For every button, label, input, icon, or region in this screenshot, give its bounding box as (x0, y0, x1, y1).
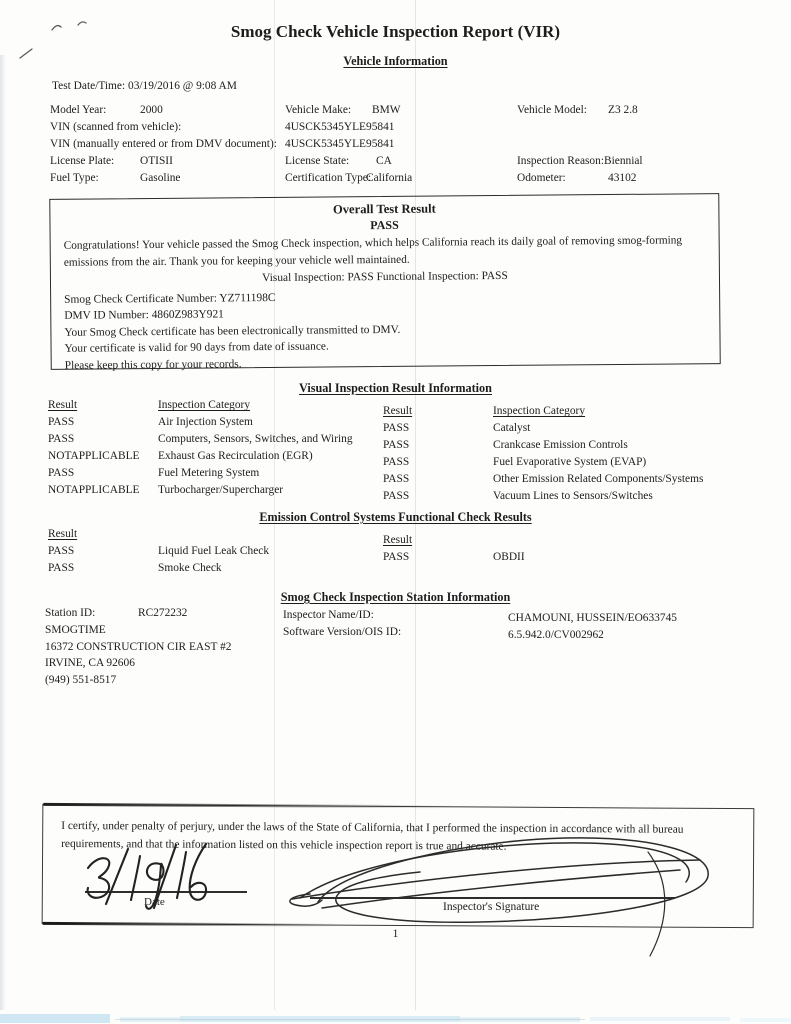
result-column-header: Result (383, 405, 413, 417)
category-cell: Fuel Metering System (158, 467, 260, 479)
certification-statement: I certify, under penalty of perjury, under the laws of the State of California, that I performed the inspection in accordance with all bureau requirements, and that the information listed on this vehicle inspection report is true and accurate. (61, 819, 684, 853)
field-value: 43102 (608, 172, 637, 184)
category-cell: Other Emission Related Components/Systems (493, 473, 704, 485)
section-heading-text: Visual Inspection Result Information (299, 381, 492, 395)
result-column-header: Result (48, 399, 78, 411)
result-cell: PASS (48, 562, 75, 574)
station-id-label: Station ID: (45, 607, 96, 619)
scan-artifact-strip (115, 1019, 585, 1020)
field-label: Inspection Reason: (517, 155, 604, 167)
result-cell: PASS (48, 545, 75, 557)
table-row (383, 454, 703, 471)
category-column-header: Inspection Category (493, 405, 586, 417)
signature-label: Inspector's Signature (443, 901, 540, 913)
table-row (48, 482, 353, 499)
visual-inspection-table-left (48, 397, 353, 499)
functional-table-right (383, 532, 525, 566)
page-title: Smog Check Vehicle Inspection Report (VIR) (230, 22, 561, 41)
section-heading-functional-check (0, 508, 791, 526)
table-row (48, 465, 353, 482)
keep-copy-note: Please keep this copy for your records. (64, 357, 242, 372)
inspector-signature-scribble (250, 825, 770, 965)
certificate-number: Smog Check Certificate Number: YZ711198C (64, 291, 276, 306)
table-row (48, 448, 353, 465)
field-value: California (366, 172, 413, 184)
field-label: License Plate: (50, 155, 115, 167)
test-datetime-value: 03/19/2016 @ 9:08 AM (128, 80, 237, 92)
overall-result-value: PASS (370, 217, 399, 233)
table-row (48, 414, 353, 431)
field-value: CA (376, 155, 392, 167)
table-header-row (48, 526, 269, 543)
station-address-line2: IRVINE, CA 92606 (45, 657, 135, 670)
software-version-value: 6.5.942.0/CV002962 (508, 629, 604, 641)
category-cell: OBDII (493, 551, 525, 563)
result-cell: PASS (48, 416, 75, 428)
scan-artifact-strip (740, 1018, 791, 1022)
field-value: 4USCK5345YLE95841 (285, 121, 395, 133)
result-cell: NOTAPPLICABLE (48, 450, 140, 462)
scan-border-smudge (43, 803, 455, 809)
inspector-labels-block (283, 607, 401, 641)
inspector-values-block (508, 610, 677, 644)
scan-artifact-strip (590, 1017, 730, 1021)
field-label: Certification Type: (285, 172, 371, 184)
station-name: SMOGTIME (45, 623, 106, 636)
category-cell: Fuel Evaporative System (EVAP) (493, 456, 647, 468)
table-row (383, 488, 703, 505)
result-cell: PASS (48, 433, 75, 445)
result-cell: PASS (383, 422, 410, 434)
dmv-id-number: DMV ID Number: 4860Z983Y921 (64, 308, 224, 323)
inspector-name-label: Inspector Name/ID: (283, 609, 374, 621)
result-cell: PASS (383, 456, 410, 468)
field-label: VIN (scanned from vehicle): (50, 121, 182, 133)
category-cell: Catalyst (493, 422, 531, 434)
field-value: OTISII (140, 155, 173, 167)
section-heading-visual-inspection (0, 379, 791, 397)
page-number: 1 (392, 928, 399, 940)
section-heading-vehicle-information (0, 52, 791, 70)
scan-edge-shadow (0, 55, 6, 1010)
field-value: 2000 (140, 104, 163, 116)
result-column-header: Result (48, 528, 78, 540)
section-heading-text: Smog Check Inspection Station Information (280, 590, 511, 604)
visual-inspection-table-right (383, 403, 703, 505)
station-phone: (949) 551-8517 (45, 674, 117, 687)
functional-table-left (48, 526, 269, 577)
field-label: Odometer: (517, 172, 566, 184)
result-column-header: Result (383, 534, 413, 546)
test-datetime-label: Test Date/Time: (52, 80, 126, 92)
station-address-block (45, 605, 231, 689)
section-heading-station-information (0, 588, 791, 606)
field-label: Fuel Type: (50, 172, 99, 184)
field-label: Model Year: (50, 104, 107, 116)
field-label: VIN (manually entered or from DMV document): (50, 138, 277, 150)
transmitted-note: Your Smog Check certificate has been electronically transmitted to DMV. (64, 323, 401, 339)
category-cell: Turbocharger/Supercharger (158, 484, 284, 496)
table-header-row (48, 397, 353, 414)
overall-result-heading: Overall Test Result (332, 201, 436, 217)
field-value: Z3 2.8 (608, 104, 638, 116)
result-cell: NOTAPPLICABLE (48, 484, 140, 496)
test-datetime (52, 78, 237, 95)
software-version-label: Software Version/OIS ID: (283, 626, 402, 638)
field-label: License State: (285, 155, 350, 167)
station-id-value: RC272232 (138, 607, 188, 619)
category-cell: Vacuum Lines to Sensors/Switches (493, 490, 653, 502)
result-cell: PASS (383, 551, 410, 563)
category-column-header: Inspection Category (158, 399, 251, 411)
field-label: Vehicle Model: (517, 104, 587, 116)
result-cell: PASS (48, 467, 75, 479)
table-row (48, 543, 269, 560)
table-row (383, 437, 703, 454)
category-cell: Smoke Check (158, 562, 222, 574)
section-heading-text: Vehicle Information (343, 54, 448, 68)
inspector-name-value: CHAMOUNI, HUSSEIN/EO633745 (508, 612, 677, 624)
field-value: 4USCK5345YLE95841 (285, 138, 395, 150)
field-value: Biennial (604, 155, 643, 167)
category-cell: Air Injection System (158, 416, 253, 428)
result-cell: PASS (383, 490, 410, 502)
table-row (383, 471, 703, 488)
result-cell: PASS (383, 439, 410, 451)
sub-inspection-results: Visual Inspection: PASS Functional Inspection: PASS (262, 269, 508, 285)
table-row (48, 560, 269, 577)
scan-artifact-strip (0, 1014, 110, 1023)
category-cell: Liquid Fuel Leak Check (158, 545, 270, 557)
table-header-row (383, 403, 703, 420)
station-address-line1: 16372 CONSTRUCTION CIR EAST #2 (45, 640, 232, 653)
table-row (48, 431, 353, 448)
category-cell: Crankcase Emission Controls (493, 439, 628, 451)
congratulations-text: Congratulations! Your vehicle passed the Smog Check inspection, which helps California reach its daily goal of removing smog-forming emissions from the air. Thank you for keeping your vehicle well maintained. (63, 234, 683, 269)
table-row (383, 549, 525, 566)
result-cell: PASS (383, 473, 410, 485)
category-cell: Computers, Sensors, Switches, and Wiring (158, 433, 353, 445)
section-heading-text: Emission Control Systems Functional Check Results (259, 510, 532, 524)
validity-note: Your certificate is valid for 90 days from date of issuance. (64, 340, 329, 356)
category-cell: Exhaust Gas Recirculation (EGR) (158, 450, 313, 462)
field-value: Gasoline (140, 172, 181, 184)
station-id-row (45, 605, 231, 622)
field-label: Vehicle Make: (285, 104, 352, 116)
overall-test-result-box (49, 193, 720, 370)
handwritten-date (75, 835, 260, 920)
field-value: BMW (372, 104, 401, 116)
table-header-row (383, 532, 525, 549)
date-label: Date (144, 896, 165, 908)
table-row (383, 420, 703, 437)
